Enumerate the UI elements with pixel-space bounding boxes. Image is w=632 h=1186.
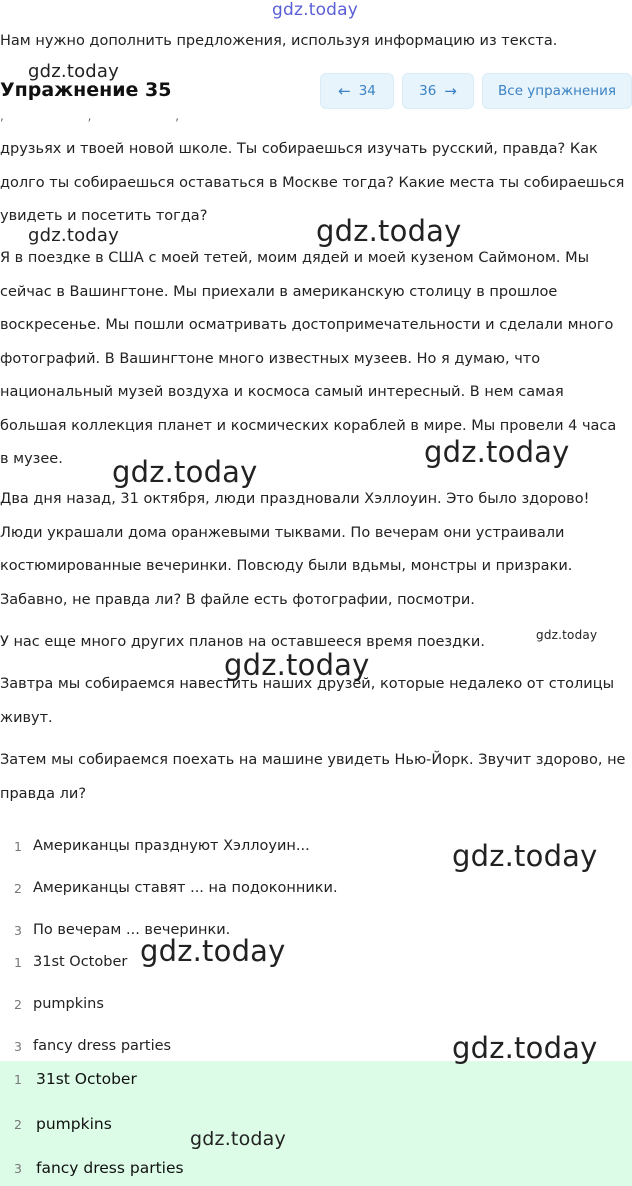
watermark: gdz.today — [452, 839, 598, 873]
next-exercise-button[interactable] — [402, 73, 474, 109]
item-text: Американцы празднуют Хэллоуин... — [33, 838, 310, 854]
list-item — [0, 876, 338, 900]
item-text: pumpkins — [36, 1115, 112, 1133]
watermark: gdz.today — [424, 435, 570, 469]
prev-exercise-label: 34 — [358, 83, 376, 99]
item-text: pumpkins — [33, 996, 104, 1012]
item-text: 31st October — [36, 1070, 137, 1088]
letter-paragraph-1: друзьях и твоей новой школе. Ты собираешься изучать русский, правда? Как долго ты собираешься оставаться в Москве тогда? Какие места ты собираешься увидеть и посетить тогда? — [0, 141, 625, 224]
item-text: 31st October — [33, 954, 128, 970]
list-item — [0, 1067, 137, 1091]
letter-paragraph-2: Я в поездке в США с моей тетей, моим дядей и моей кузеном Саймоном. Мы сейчас в Вашингтоне. Мы приехали в американскую столицу в прошлое воскресенье. Мы пошли осматривать достопримечательности и сделали много фотографий. В Вашингтоне много известных музеев. Но я думаю, что национальный музей воздуха и космоса самый интересный. В нем самая большая коллекция планет и космических кораблей в мире. Мы провели 4 часа в музее. — [0, 250, 617, 467]
item-number: 3 — [14, 922, 22, 938]
item-number: 2 — [14, 996, 22, 1012]
watermark: gdz.today — [536, 628, 598, 642]
watermark: gdz.today — [28, 61, 120, 82]
watermark-top: gdz.today — [272, 0, 359, 20]
list-item — [0, 918, 230, 942]
item-number: 1 — [14, 838, 22, 854]
intro-text: Нам нужно дополнить предложения, используя информацию из текста. — [0, 33, 558, 49]
watermark: gdz.today — [28, 225, 120, 246]
watermark: gdz.today — [112, 455, 258, 489]
letter-paragraph-3: Два дня назад, 31 октября, люди праздновали Хэллоуин. Это было здорово! Люди украшали дома оранжевыми тыквами. По вечерам они устраивали костюмированные вечеринки. Повсюду были вдьмы, монстры и призраки. Забавно, не правда ли? В файле есть фотографии, посмотри. — [0, 491, 590, 608]
list-item — [0, 992, 104, 1016]
watermark: gdz.today — [224, 648, 370, 682]
arrow-right-icon: → — [444, 81, 457, 100]
list-item — [0, 1034, 171, 1058]
letter-paragraph-6: Затем мы собираемся поехать на машине увидеть Нью-Йорк. Звучит здорово, не правда ли? — [0, 752, 626, 802]
list-item — [0, 1112, 112, 1136]
all-exercises-button[interactable] — [482, 73, 632, 109]
watermark: gdz.today — [140, 934, 286, 968]
item-number: 1 — [14, 1071, 22, 1087]
exercise-title: Упражнение 35 — [0, 79, 172, 101]
item-text: fancy dress parties — [36, 1159, 184, 1177]
item-number: 3 — [14, 1038, 22, 1054]
watermark: gdz.today — [452, 1031, 598, 1065]
item-number: 3 — [14, 1160, 22, 1176]
item-number: 2 — [14, 880, 22, 896]
watermark: gdz.today — [316, 214, 462, 248]
list-item — [0, 1156, 184, 1180]
item-text: fancy dress parties — [33, 1038, 172, 1054]
list-item — [0, 950, 127, 974]
watermark: gdz.today — [190, 1128, 286, 1150]
answer-box — [0, 1061, 632, 1186]
item-number: 1 — [14, 954, 22, 970]
next-exercise-label: 36 — [419, 83, 437, 99]
arrow-left-icon: ← — [338, 81, 351, 100]
list-item — [0, 834, 310, 858]
item-text: Американцы ставят ... на подоконники. — [33, 880, 338, 896]
item-number: 2 — [14, 1116, 22, 1132]
prev-exercise-button[interactable] — [320, 73, 394, 109]
cut-off-text-line: , , , — [0, 115, 220, 123]
letter-paragraph-4: У нас еще много других планов на оставшееся время поездки. — [0, 634, 485, 650]
all-exercises-label: Все упражнения — [498, 83, 616, 99]
letter-paragraph-5: Завтра мы собираемся навестить наших друзей, которые недалеко от столицы живут. — [0, 676, 615, 726]
item-text: По вечерам ... вечеринки. — [33, 922, 231, 938]
